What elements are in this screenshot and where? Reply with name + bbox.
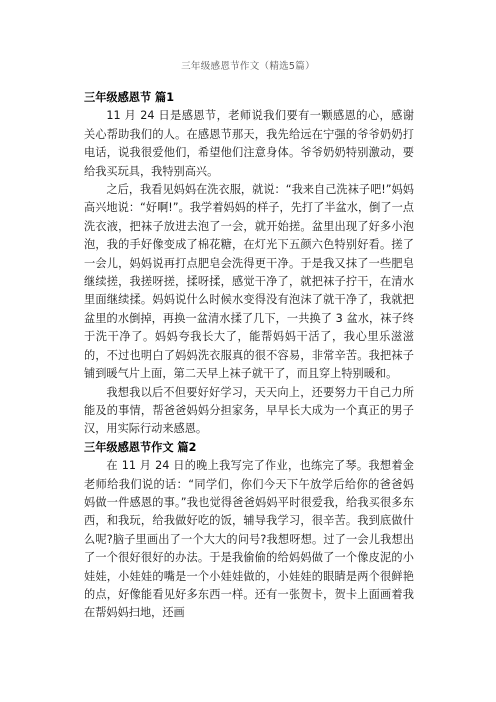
paragraph: 在 11 月 24 日的晚上我写完了作业，也练完了琴。我想着金老师给我们说的话：“同学们，你们今天下午放学后给你的爸爸妈妈做一件感恩的事。”我也觉得爸爸妈妈平时很爱我，给我买很多东西，和我玩，给我做好吃的饭，辅导我学习，很辛苦。我到底做什么呢?脑子里画出了一个大大的问号?我想呀想。过了一会儿我想出了一个很好很好的办法。于是我偷偷的给妈妈做了一个像皮泥的小娃娃，小娃娃的嘴是一个小娃娃做的，小娃娃的眼睛是两个很鲜艳的点，好像能看见好多东西一样。还有一张贺卡，贺卡上面画着我在帮妈妈扫地，还画	[84, 459, 414, 620]
section-heading: 三年级感恩节作文 篇2	[84, 440, 197, 454]
paragraph: 11 月 24 日是感恩节，老师说我们要有一颗感恩的心，感谢关心帮助我们的人。在感恩节那天，我先给远在宁强的爷爷奶奶打电话，说我很爱他们，希望他们注意身体。爷爷奶奶特别激动，要给我买玩具，我特别高兴。	[84, 109, 414, 178]
document-body	[84, 89, 414, 623]
paragraph: 我想我以后不但要好好学习，天天向上，还要努力干自己力所能及的事情，帮爸爸妈妈分担家务，早早长大成为一个真正的男子汉，用实际行动来感恩。	[84, 385, 414, 436]
document-title: 三年级感恩节作文（精选5篇）	[181, 61, 315, 72]
paragraph: 之后，我看见妈妈在洗衣服，就说：“我来自己洗袜子吧!”妈妈高兴地说：“好啊!”。我学着妈妈的样子，先打了半盆水，倒了一点洗衣液，把袜子放进去泡了一会，就开始搓。盆里出现了好多小泡泡，我的手好像变成了棉花糖，在灯光下五颜六色特别好看。搓了一会儿，妈妈说再打点肥皂会洗得更干净。于是我又抹了一些肥皂继续搓，我搓呀搓，揉呀揉，感觉干净了，就把袜子拧干，在清水里面继续揉。妈妈说什么时候水变得没有泡沫了就干净了，我就把盆里的水倒掉，再换一盆清水揉了几下，一共换了 3 盆水，袜子终于洗干净了。妈妈夸我长大了，能帮妈妈干活了，我心里乐滋滋的，不过也明白了妈妈洗衣服真的很不容易，非常辛苦。我把袜子铺到暖气片上面，第二天早上袜子就干了，而且穿上特别暖和。	[84, 183, 414, 381]
section-heading: 三年级感恩节 篇1	[84, 91, 174, 104]
